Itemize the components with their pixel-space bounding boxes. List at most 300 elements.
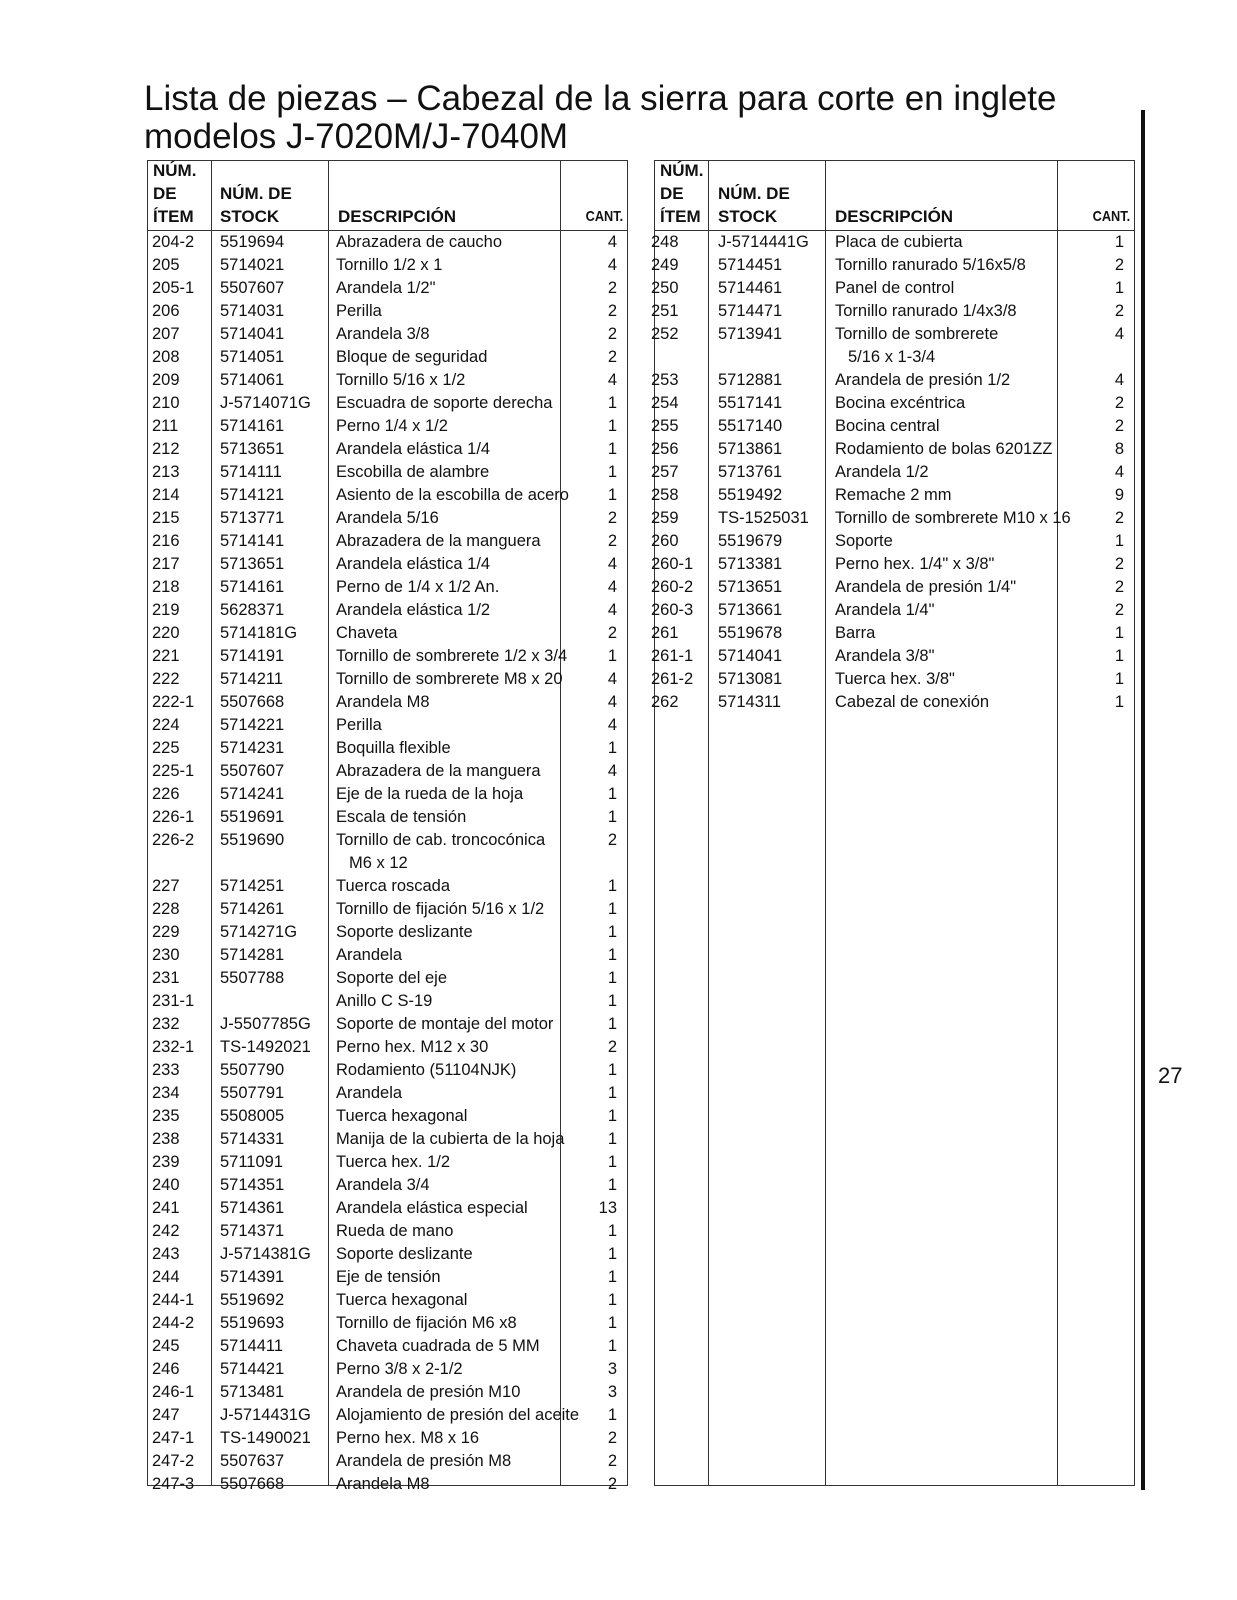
item-number: 210 bbox=[152, 394, 180, 412]
stock-number: 5714361 bbox=[220, 1199, 285, 1217]
quantity: 1 bbox=[607, 1176, 617, 1194]
table-row bbox=[148, 599, 627, 622]
stock-number: 5714241 bbox=[220, 785, 285, 803]
quantity: 4 bbox=[607, 601, 617, 619]
table-row bbox=[651, 231, 1134, 254]
quantity: 1 bbox=[1114, 693, 1124, 711]
stock-number: 5713661 bbox=[718, 601, 783, 619]
item-number: 233 bbox=[152, 1061, 180, 1079]
item-number: 215 bbox=[152, 509, 180, 527]
table-row bbox=[148, 1404, 627, 1427]
item-number: 232-1 bbox=[152, 1038, 195, 1056]
item-number: 260-3 bbox=[651, 601, 694, 619]
stock-number: J-5714071G bbox=[220, 394, 311, 412]
table-row bbox=[148, 553, 627, 576]
stock-number: 5519492 bbox=[718, 486, 783, 504]
table-row bbox=[148, 1312, 627, 1335]
description: Soporte bbox=[835, 532, 893, 550]
quantity: 1 bbox=[607, 900, 617, 918]
quantity: 1 bbox=[607, 1245, 617, 1263]
table-row bbox=[148, 1105, 627, 1128]
stock-number: 5714191 bbox=[220, 647, 285, 665]
description: Arandela 1/2 bbox=[835, 463, 929, 481]
table-row bbox=[148, 1059, 627, 1082]
item-number: 259 bbox=[651, 509, 679, 527]
quantity: 2 bbox=[607, 325, 617, 343]
item-number: 216 bbox=[152, 532, 180, 550]
header-item: NÚM. DE ÍTEM bbox=[660, 161, 704, 226]
quantity: 2 bbox=[607, 1475, 617, 1493]
quantity: 1 bbox=[607, 877, 617, 895]
table-row bbox=[651, 507, 1134, 530]
quantity: 1 bbox=[607, 440, 617, 458]
description: Tuerca hexagonal bbox=[336, 1291, 468, 1309]
description: Abrazadera de caucho bbox=[336, 233, 503, 251]
item-number: 250 bbox=[651, 279, 679, 297]
quantity: 1 bbox=[607, 785, 617, 803]
description: Arandela de presión 1/2 bbox=[835, 371, 1011, 389]
item-number: 208 bbox=[152, 348, 180, 366]
quantity: 1 bbox=[607, 1337, 617, 1355]
quantity: 3 bbox=[607, 1383, 617, 1401]
table-row bbox=[148, 323, 627, 346]
quantity: 1 bbox=[1114, 647, 1124, 665]
table-row bbox=[148, 1473, 627, 1496]
description: Soporte deslizante bbox=[336, 1245, 473, 1263]
description: Rueda de mano bbox=[336, 1222, 454, 1240]
table-row bbox=[148, 530, 627, 553]
table-row bbox=[148, 1358, 627, 1381]
item-number: 247-1 bbox=[152, 1429, 195, 1447]
quantity: 4 bbox=[607, 670, 617, 688]
item-number: 209 bbox=[152, 371, 180, 389]
quantity: 8 bbox=[1114, 440, 1124, 458]
table-row bbox=[148, 254, 627, 277]
quantity: 1 bbox=[607, 808, 617, 826]
table-row bbox=[148, 1220, 627, 1243]
description: Asiento de la escobilla de acero bbox=[336, 486, 569, 504]
stock-number: 5714051 bbox=[220, 348, 285, 366]
description: Tuerca hex. 3/8" bbox=[835, 670, 955, 688]
description: Arandela 3/8" bbox=[835, 647, 935, 665]
quantity: 2 bbox=[1114, 417, 1124, 435]
table-row bbox=[148, 1266, 627, 1289]
stock-number: 5507788 bbox=[220, 969, 285, 987]
header-item: NÚM. DE ÍTEM bbox=[153, 161, 197, 226]
stock-number: 5713651 bbox=[220, 440, 285, 458]
stock-number: J-5714441G bbox=[718, 233, 809, 251]
item-number: 245 bbox=[152, 1337, 180, 1355]
description: Arandela de presión 1/4" bbox=[835, 578, 1017, 596]
table-row bbox=[651, 438, 1134, 461]
table-row bbox=[148, 875, 627, 898]
description: Arandela 5/16 bbox=[336, 509, 439, 527]
quantity: 1 bbox=[1114, 532, 1124, 550]
table-row bbox=[148, 1013, 627, 1036]
stock-number: 5507668 bbox=[220, 693, 285, 711]
stock-number: 5714331 bbox=[220, 1130, 285, 1148]
item-number: 217 bbox=[152, 555, 180, 573]
description: Perno de 1/4 x 1/2 An. bbox=[336, 578, 500, 596]
item-number: 222 bbox=[152, 670, 180, 688]
item-number: 213 bbox=[152, 463, 180, 481]
description: Chaveta bbox=[336, 624, 398, 642]
description-line-2: 5/16 x 1-3/4 bbox=[848, 348, 936, 366]
table-row bbox=[148, 1450, 627, 1473]
quantity: 1 bbox=[607, 1084, 617, 1102]
item-number: 226-1 bbox=[152, 808, 195, 826]
table-row bbox=[148, 1335, 627, 1358]
description: Rodamiento (51104NJK) bbox=[336, 1061, 517, 1079]
description: Chaveta cuadrada de 5 MM bbox=[336, 1337, 540, 1355]
table-row bbox=[148, 1427, 627, 1450]
item-number: 243 bbox=[152, 1245, 180, 1263]
quantity: 4 bbox=[607, 371, 617, 389]
stock-number: 5507607 bbox=[220, 762, 285, 780]
stock-number: 5714121 bbox=[220, 486, 285, 504]
table-row bbox=[148, 1174, 627, 1197]
item-number: 226 bbox=[152, 785, 180, 803]
item-number: 255 bbox=[651, 417, 679, 435]
table-row bbox=[148, 392, 627, 415]
stock-number: 5714041 bbox=[220, 325, 285, 343]
item-number: 260 bbox=[651, 532, 679, 550]
quantity: 1 bbox=[607, 394, 617, 412]
table-row bbox=[651, 484, 1134, 507]
quantity: 2 bbox=[1114, 555, 1124, 573]
table-row bbox=[148, 737, 627, 760]
description: Tornillo de sombrerete M10 x 16 bbox=[835, 509, 1071, 527]
item-number: 256 bbox=[651, 440, 679, 458]
table-row bbox=[651, 300, 1134, 323]
quantity: 1 bbox=[1114, 279, 1124, 297]
table-row bbox=[148, 346, 627, 369]
item-number: 211 bbox=[152, 417, 179, 435]
table-row bbox=[651, 323, 1134, 369]
quantity: 1 bbox=[607, 1314, 617, 1332]
table-row bbox=[148, 438, 627, 461]
table-row bbox=[148, 1082, 627, 1105]
description: Tuerca hex. 1/2 bbox=[336, 1153, 451, 1171]
table-row bbox=[651, 392, 1134, 415]
quantity: 4 bbox=[607, 716, 617, 734]
description: Arandela M8 bbox=[336, 1475, 430, 1493]
parts-table-left bbox=[147, 160, 628, 1493]
item-number: 252 bbox=[651, 325, 679, 343]
page-title bbox=[144, 80, 1124, 156]
description: Perno 1/4 x 1/2 bbox=[336, 417, 448, 435]
description: Remache 2 mm bbox=[835, 486, 952, 504]
description: Tuerca roscada bbox=[336, 877, 451, 895]
stock-number: 5519693 bbox=[220, 1314, 285, 1332]
stock-number: 5713761 bbox=[718, 463, 783, 481]
stock-number: 5519694 bbox=[220, 233, 285, 251]
item-number: 207 bbox=[152, 325, 180, 343]
description: Tornillo de sombrerete 5/16 x 1-3/4 bbox=[835, 323, 998, 369]
table-row bbox=[148, 921, 627, 944]
quantity: 2 bbox=[1114, 509, 1124, 527]
item-number: 253 bbox=[651, 371, 679, 389]
item-number: 260-1 bbox=[651, 555, 694, 573]
table-row bbox=[148, 484, 627, 507]
item-number: 227 bbox=[152, 877, 180, 895]
item-number: 219 bbox=[152, 601, 180, 619]
stock-number: 5713651 bbox=[718, 578, 783, 596]
stock-number: 5519691 bbox=[220, 808, 285, 826]
item-number: 260-2 bbox=[651, 578, 694, 596]
table-row bbox=[148, 231, 627, 254]
description: Arandela elástica 1/4 bbox=[336, 440, 491, 458]
item-number: 248 bbox=[651, 233, 679, 251]
description: Arandela de presión M8 bbox=[336, 1452, 512, 1470]
stock-number: 5507790 bbox=[220, 1061, 285, 1079]
description: Escuadra de soporte derecha bbox=[336, 394, 553, 412]
stock-number: 5519679 bbox=[718, 532, 783, 550]
quantity: 1 bbox=[607, 946, 617, 964]
quantity: 2 bbox=[607, 532, 617, 550]
description: Perno 3/8 x 2-1/2 bbox=[336, 1360, 463, 1378]
table-row bbox=[148, 1243, 627, 1266]
quantity: 1 bbox=[607, 1130, 617, 1148]
item-number: 205 bbox=[152, 256, 180, 274]
header-qty: CANT. bbox=[585, 208, 623, 225]
table-header bbox=[655, 161, 1134, 231]
description: Soporte de montaje del motor bbox=[336, 1015, 554, 1033]
stock-number: 5714161 bbox=[220, 417, 285, 435]
table-row bbox=[148, 1289, 627, 1312]
quantity: 9 bbox=[1114, 486, 1124, 504]
quantity: 4 bbox=[1114, 325, 1124, 343]
quantity: 1 bbox=[1114, 233, 1124, 251]
description: Tornillo 1/2 x 1 bbox=[336, 256, 443, 274]
table-row bbox=[651, 553, 1134, 576]
stock-number: 5714161 bbox=[220, 578, 285, 596]
stock-number: 5519678 bbox=[718, 624, 783, 642]
page-number: 27 bbox=[1158, 1063, 1183, 1088]
item-number: 235 bbox=[152, 1107, 180, 1125]
description: Tornillo 5/16 x 1/2 bbox=[336, 371, 466, 389]
quantity: 1 bbox=[607, 417, 617, 435]
quantity: 1 bbox=[607, 647, 617, 665]
table-row bbox=[148, 944, 627, 967]
item-number: 225-1 bbox=[152, 762, 195, 780]
stock-number: 5714371 bbox=[220, 1222, 285, 1240]
description: Perno hex. M12 x 30 bbox=[336, 1038, 489, 1056]
item-number: 247 bbox=[152, 1406, 180, 1424]
table-row bbox=[651, 645, 1134, 668]
description: Anillo C S-19 bbox=[336, 992, 433, 1010]
description: Escala de tensión bbox=[336, 808, 467, 826]
table-row bbox=[651, 576, 1134, 599]
table-row bbox=[148, 783, 627, 806]
item-number: 247-2 bbox=[152, 1452, 195, 1470]
description: Bloque de seguridad bbox=[336, 348, 488, 366]
stock-number: 5714391 bbox=[220, 1268, 285, 1286]
table-row bbox=[651, 691, 1134, 714]
quantity: 4 bbox=[607, 762, 617, 780]
quantity: 1 bbox=[607, 969, 617, 987]
stock-number: 5714311 bbox=[718, 693, 782, 711]
item-number: 241 bbox=[152, 1199, 180, 1217]
description: Abrazadera de la manguera bbox=[336, 762, 541, 780]
item-number: 262 bbox=[651, 693, 679, 711]
description: Arandela elástica 1/4 bbox=[336, 555, 491, 573]
table-row bbox=[651, 668, 1134, 691]
description: Arandela 3/4 bbox=[336, 1176, 430, 1194]
description: Arandela 1/2" bbox=[336, 279, 436, 297]
stock-number: 5714111 bbox=[220, 463, 282, 481]
quantity: 2 bbox=[607, 279, 617, 297]
header-description: DESCRIPCIÓN bbox=[835, 207, 954, 226]
parts-table-right bbox=[651, 160, 1135, 1486]
quantity: 1 bbox=[607, 1406, 617, 1424]
description: Arandela elástica especial bbox=[336, 1199, 528, 1217]
stock-number: 5714061 bbox=[220, 371, 285, 389]
item-number: 257 bbox=[651, 463, 679, 481]
table-row bbox=[148, 300, 627, 323]
item-number: 254 bbox=[651, 394, 679, 412]
quantity: 1 bbox=[607, 1222, 617, 1240]
description: Arandela 3/8 bbox=[336, 325, 430, 343]
item-number: 234 bbox=[152, 1084, 180, 1102]
stock-number: 5714411 bbox=[220, 1337, 284, 1355]
stock-number: 5714261 bbox=[220, 900, 285, 918]
table-row bbox=[148, 369, 627, 392]
table-row bbox=[148, 760, 627, 783]
table-body bbox=[651, 231, 1134, 714]
table-row bbox=[148, 1151, 627, 1174]
stock-number: 5713481 bbox=[220, 1383, 285, 1401]
table-row bbox=[148, 806, 627, 829]
quantity: 2 bbox=[607, 348, 617, 366]
header-description: DESCRIPCIÓN bbox=[338, 207, 457, 226]
table-header bbox=[148, 161, 627, 231]
title-line-1: Lista de piezas – Cabezal de la sierra para corte en inglete bbox=[144, 79, 1057, 118]
description: Perilla bbox=[336, 716, 382, 734]
item-number: 244-2 bbox=[152, 1314, 195, 1332]
quantity: 4 bbox=[607, 555, 617, 573]
quantity: 2 bbox=[607, 831, 617, 849]
table-row bbox=[148, 1197, 627, 1220]
quantity: 13 bbox=[598, 1199, 617, 1217]
stock-number: 5714181G bbox=[220, 624, 298, 642]
description: Barra bbox=[835, 624, 876, 642]
item-number: 240 bbox=[152, 1176, 180, 1194]
description: Tornillo de fijación 5/16 x 1/2 bbox=[336, 900, 545, 918]
stock-number: 5714251 bbox=[220, 877, 285, 895]
quantity: 2 bbox=[607, 1429, 617, 1447]
table-row bbox=[148, 898, 627, 921]
item-number: 246-1 bbox=[152, 1383, 195, 1401]
item-number: 251 bbox=[651, 302, 679, 320]
item-number: 218 bbox=[152, 578, 180, 596]
quantity: 1 bbox=[607, 1015, 617, 1033]
stock-number: 5714281 bbox=[220, 946, 285, 964]
table-row bbox=[148, 1381, 627, 1404]
quantity: 1 bbox=[607, 463, 617, 481]
description-line-2: M6 x 12 bbox=[349, 854, 408, 872]
stock-number: 5714461 bbox=[718, 279, 783, 297]
quantity: 4 bbox=[607, 578, 617, 596]
quantity: 2 bbox=[1114, 578, 1124, 596]
item-number: 224 bbox=[152, 716, 180, 734]
description: Rodamiento de bolas 6201ZZ bbox=[835, 440, 1053, 458]
stock-number: 5714421 bbox=[220, 1360, 285, 1378]
description: Placa de cubierta bbox=[835, 233, 963, 251]
item-number: 238 bbox=[152, 1130, 180, 1148]
description: Arandela elástica 1/2 bbox=[336, 601, 491, 619]
description: Perno hex. 1/4" x 3/8" bbox=[835, 555, 995, 573]
table-row bbox=[651, 530, 1134, 553]
table-row bbox=[148, 691, 627, 714]
item-number: 244-1 bbox=[152, 1291, 195, 1309]
quantity: 4 bbox=[1114, 463, 1124, 481]
quantity: 4 bbox=[607, 693, 617, 711]
stock-number: 5714141 bbox=[220, 532, 285, 550]
description: Bocina central bbox=[835, 417, 940, 435]
item-number: 242 bbox=[152, 1222, 180, 1240]
stock-number: 5711091 bbox=[220, 1153, 284, 1171]
quantity: 1 bbox=[1114, 670, 1124, 688]
table-row bbox=[651, 277, 1134, 300]
item-number: 205-1 bbox=[152, 279, 195, 297]
stock-number: 5517140 bbox=[718, 417, 783, 435]
quantity: 4 bbox=[607, 233, 617, 251]
stock-number: 5508005 bbox=[220, 1107, 285, 1125]
header-stock: NÚM. DE STOCK bbox=[220, 184, 292, 226]
table-row bbox=[651, 254, 1134, 277]
quantity: 2 bbox=[607, 509, 617, 527]
description: Soporte deslizante bbox=[336, 923, 473, 941]
title-line-2: modelos J-7020M/J-7040M bbox=[144, 117, 569, 156]
stock-number: 5714041 bbox=[718, 647, 783, 665]
table-row bbox=[651, 415, 1134, 438]
item-number: 258 bbox=[651, 486, 679, 504]
description: Alojamiento de presión del aceite bbox=[336, 1406, 580, 1424]
quantity: 4 bbox=[1114, 371, 1124, 389]
stock-number: 5507668 bbox=[220, 1475, 285, 1493]
quantity: 1 bbox=[607, 1268, 617, 1286]
table-row bbox=[148, 990, 627, 1013]
stock-number: 5713771 bbox=[220, 509, 285, 527]
stock-number: 5714021 bbox=[220, 256, 285, 274]
description: Eje de la rueda de la hoja bbox=[336, 785, 524, 803]
quantity: 2 bbox=[1114, 394, 1124, 412]
item-number: 204-2 bbox=[152, 233, 195, 251]
description: Tornillo de cab. troncocónica M6 x 12 bbox=[336, 829, 545, 875]
stock-number: 5507607 bbox=[220, 279, 285, 297]
quantity: 1 bbox=[607, 1107, 617, 1125]
table-body bbox=[148, 231, 627, 1496]
description: Manija de la cubierta de la hoja bbox=[336, 1130, 565, 1148]
stock-number: TS-1492021 bbox=[220, 1038, 311, 1056]
table-row bbox=[148, 645, 627, 668]
item-number: 228 bbox=[152, 900, 180, 918]
description: Eje de tensión bbox=[336, 1268, 441, 1286]
table-row bbox=[148, 668, 627, 691]
stock-number: TS-1525031 bbox=[718, 509, 809, 527]
quantity: 2 bbox=[1114, 302, 1124, 320]
item-number: 246 bbox=[152, 1360, 180, 1378]
table-row bbox=[148, 967, 627, 990]
quantity: 1 bbox=[607, 1153, 617, 1171]
item-number: 232 bbox=[152, 1015, 180, 1033]
description: Tornillo de sombrerete M8 x 20 bbox=[336, 670, 563, 688]
stock-number: 5713381 bbox=[718, 555, 783, 573]
item-number: 249 bbox=[651, 256, 679, 274]
table-row bbox=[148, 714, 627, 737]
item-number: 220 bbox=[152, 624, 180, 642]
